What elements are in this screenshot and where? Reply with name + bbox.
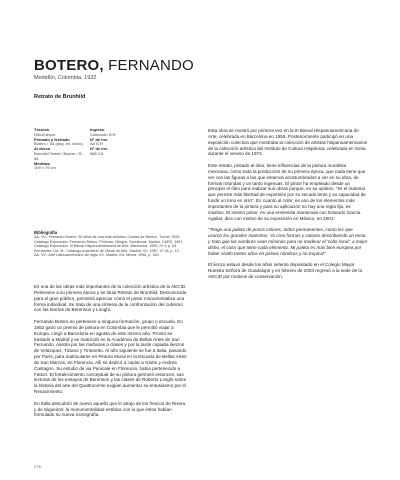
bibliography-entry: AA. VV.: Fernando Botero. 50 años de una vida artística. Ciudad de México, Turner, 2001.: [34, 235, 181, 239]
technical-value: Ad ICH: [90, 141, 103, 147]
body-paragraph: En Italia descubrió de nuevo aquello que le atrajo de los frescos de Rivera y de Siqueiros: la monumentalidad estética con la que éstos habían formulado su nueva iconografía.: [34, 400, 186, 418]
work-title: Retrato de Brunhild: [34, 94, 86, 100]
bibliography-entry: AA. VV.: Arte Latinoamericano del siglo XX. Madrid, Ed. Nerea, 1996, p. 169.: [34, 253, 160, 258]
bibliography-entry: Catálogo Exposición. Fernando Botero. Pinturas, Dibujos, Esculturas. Madrid, CARS, 1987.: [34, 239, 184, 244]
technical-label: Nº de inv.: [90, 146, 108, 152]
body-paragraph: Este retrato, pintado al óleo, tiene influencias de la pintura muralista mexicana, como toda la producción de su primera época, que nada tiene que ver con las figuras a las que estamos acostumbrados a ver en su obra, de formas rotundas y un tanto ingenuas. El pintor ha empleado desde un principio el óleo para realizar sus obras porque, en su opinión, "es el material que permite más libertad de expresión por su secado lento y su capacidad de fundir un tono en otro". En cuanto al color, es uno de los elementos más importantes de la pintura y para su aplicación no hay una regla fija, es intuitivo. El mismo pintor, en una entrevista mantenida con Eduardo García Aguilar, dice con motivo de su exposición en México, en 2001:: [208, 163, 366, 221]
artist-quote: "Tengo una paleta de pocos colores, todos permanentes, como los que usaron los grandes maestros. Yo creo formas y colores describiendo un tema y trato que las sombras sean mínimas para no moderar el 'color local', a mejor dicho, el color que tiene cada elemento. Mi paleta es más bien europea por haber vivido tantos años en países nórdicos y no tropical".: [208, 227, 368, 256]
body-paragraph: El lienzo estuvo desde los años setenta depositado en el Colegio Mayor Nuestra Señora de Guadalupe y en febrero de 2004 regresó a la sede de la AECID por motivos de conservación.: [208, 262, 362, 279]
technical-field: [34, 147, 86, 161]
technical-field: [34, 162, 86, 172]
technical-details: [34, 128, 184, 171]
technical-label: Firmado y fechado: [34, 136, 70, 142]
bibliography: [34, 230, 184, 258]
bibliography-entry: Catálogo Exposición. III Bienal Hispanoamericana de Arte. Barcelona, 1955, nº 4, p. 63.: [34, 244, 178, 249]
technical-details-right: [90, 128, 160, 171]
technical-value: Colección ICH: [90, 131, 116, 137]
page-number: 276 ·: [34, 464, 44, 469]
technical-label: Medidas: [34, 160, 51, 166]
technical-label: Ingreso: [90, 127, 105, 132]
technical-label: Al dorso: [34, 146, 51, 152]
body-paragraph: Esta obra se mostró por primera vez en la III Bienal Hispanoamericana de Arte, celebrada en Barcelona en 1955. Posteriormente participó en una exposición colectiva que mostraba la colección de artistas hispanoamericanos de la colección artística del Instituto de Cultura Hispánica, celebrada en Soria durante el verano de 1972.: [208, 128, 368, 157]
bibliography-entry: Fernández Cid, M.: Catálogo-Inventario de Obras de Arte. Madrid: ICI, 1987, nº 18, p. 12.: [34, 248, 180, 253]
technical-value: Óleo/Lienzo: [34, 131, 56, 137]
artist-origin: Medellín, Colombia, 1932: [34, 75, 97, 81]
technical-details-left: [34, 128, 86, 171]
technical-value: Botero / '54 (ang. inf. dcha.): [34, 141, 84, 147]
technical-label: Técnica: [34, 127, 49, 132]
body-paragraph: Fernando Botero no pertenece a ninguna formación, grupo o escuela. En 1952 ganó un premio de pintura en Colombia que le permitió viajar a Europa. Llegó a Barcelona en agosto de este mismo año. Pronto se trasladó a Madrid y se matriculó en la Academia de Bellas Artes de San Fernando. Asistía por las mañanas a clases y por la tarde copiaba lienzos de Velázquez, Tiziano y Tintoretto. Al año siguiente se fue a Italia, pasando por París, para matricularse en Pintura Mural en la Escuela de Bellas Artes de San Marcos, en Florencia. Allí se dedicó a copiar a Giotto y Andrea Castagno. Su estudio de via Panicale en Florencia, había pertenecido a Fattori. El fortalecimiento conceptual de su pintura germinó entonces, sus lecturas de los ensayos de Berenson y las clases de Roberto Longhi sobre la historia del arte del Quattrocento exigían aumentar su entusiasmo por el Renacimiento.: [34, 319, 187, 395]
technical-value: 986 CA: [90, 150, 104, 156]
technical-field: [90, 147, 160, 157]
artist-name: [34, 58, 374, 74]
artist-header: [34, 58, 374, 101]
technical-value: Brunhild Teleal / Botero / R-54: [34, 150, 83, 161]
artist-given-name: FERNANDO: [108, 57, 194, 74]
technical-value: 109 x 79 cm: [34, 165, 56, 171]
technical-label: Nº de inv.: [90, 136, 108, 142]
body-column-right: [208, 128, 368, 286]
bibliography-list: [34, 235, 184, 258]
bibliography-title: Bibliografía: [34, 230, 58, 235]
body-column-left: [34, 284, 187, 424]
body-paragraph: Es una de las obras más importantes de la colección artística de la AECID. Pertenece a su primera época y se titula Retrato de Brunhild. Desconocida para el gran público, permitirá apreciar cómo el pintor monumentaliza una forma individual. Se trata de una síntesis de la confrontación del cubismo con las teorías de Berenson y Longhi.: [34, 284, 187, 313]
artist-surname: BOTERO,: [34, 57, 104, 74]
